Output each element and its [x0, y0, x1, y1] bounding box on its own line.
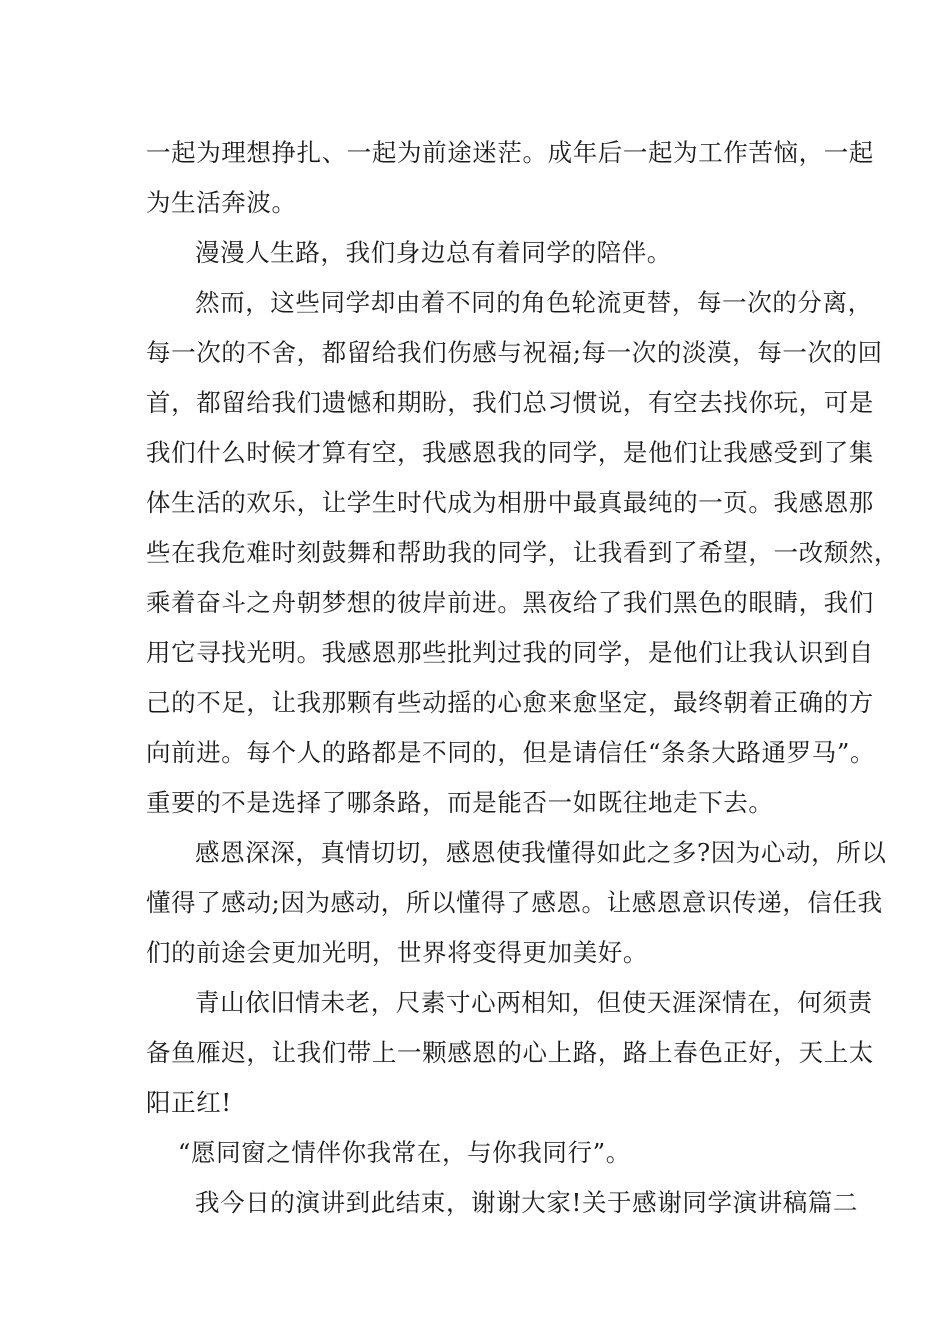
text-line: 阳正红! — [146, 1088, 232, 1117]
body-text — [146, 128, 899, 1228]
paragraph-1 — [146, 128, 874, 228]
paragraph-3 — [146, 278, 899, 828]
text-line: 重要的不是选择了哪条路，而是能否一如既往地走下去。 — [146, 788, 774, 817]
text-line: “愿同窗之情伴你我常在，与你我同行”。 — [177, 1138, 631, 1167]
text-line: 一起为理想挣扎、一起为前途迷茫。成年后一起为工作苦恼，一起 — [146, 138, 874, 167]
text-line: 每一次的不舍，都留给我们伤感与祝福;每一次的淡漠，每一次的回 — [146, 338, 883, 367]
paragraph-6 — [146, 1128, 822, 1178]
text-line: 首，都留给我们遗憾和期盼，我们总习惯说，有空去找你玩，可是 — [146, 388, 874, 417]
text-line: 我今日的演讲到此结束，谢谢大家!关于感谢同学演讲稿篇二 — [195, 1188, 859, 1217]
paragraph-7 — [146, 1178, 859, 1228]
text-line: 己的不足，让我那颗有些动摇的心愈来愈坚定，最终朝着正确的方 — [146, 688, 874, 717]
text-line: 感恩深深，真情切切，感恩使我懂得如此之多?因为心动，所以 — [195, 838, 887, 867]
text-line: 我们什么时候才算有空，我感恩我的同学，是他们让我感受到了集 — [146, 438, 874, 467]
text-line: 些在我危难时刻鼓舞和帮助我的同学，让我看到了希望，一改颓然， — [146, 538, 899, 567]
text-line: 懂得了感动;因为感动，所以懂得了感恩。让感恩意识传递，信任我 — [146, 888, 883, 917]
paragraph-5 — [146, 978, 874, 1128]
text-line: 乘着奋斗之舟朝梦想的彼岸前进。黑夜给了我们黑色的眼睛，我们 — [146, 588, 874, 617]
text-line: 然而，这些同学却由着不同的角色轮流更替，每一次的分离， — [195, 288, 873, 317]
paragraph-4 — [146, 828, 887, 978]
text-line: 为生活奔波。 — [146, 188, 297, 217]
text-line: 用它寻找光明。我感恩那些批判过我的同学，是他们让我认识到自 — [146, 638, 874, 667]
text-line: 青山依旧情未老，尺素寸心两相知，但使天涯深情在，何须责 — [195, 988, 873, 1017]
text-line: 体生活的欢乐，让学生时代成为相册中最真最纯的一页。我感恩那 — [146, 488, 874, 517]
text-line: 向前进。每个人的路都是不同的，但是请信任“条条大路通罗马”。 — [146, 738, 876, 767]
text-line: 们的前途会更加光明，世界将变得更加美好。 — [146, 938, 648, 967]
text-line: 备鱼雁迟，让我们带上一颗感恩的心上路，路上春色正好，天上太 — [146, 1038, 874, 1067]
paragraph-2 — [146, 228, 822, 278]
text-line: 漫漫人生路，我们身边总有着同学的陪伴。 — [195, 238, 672, 267]
